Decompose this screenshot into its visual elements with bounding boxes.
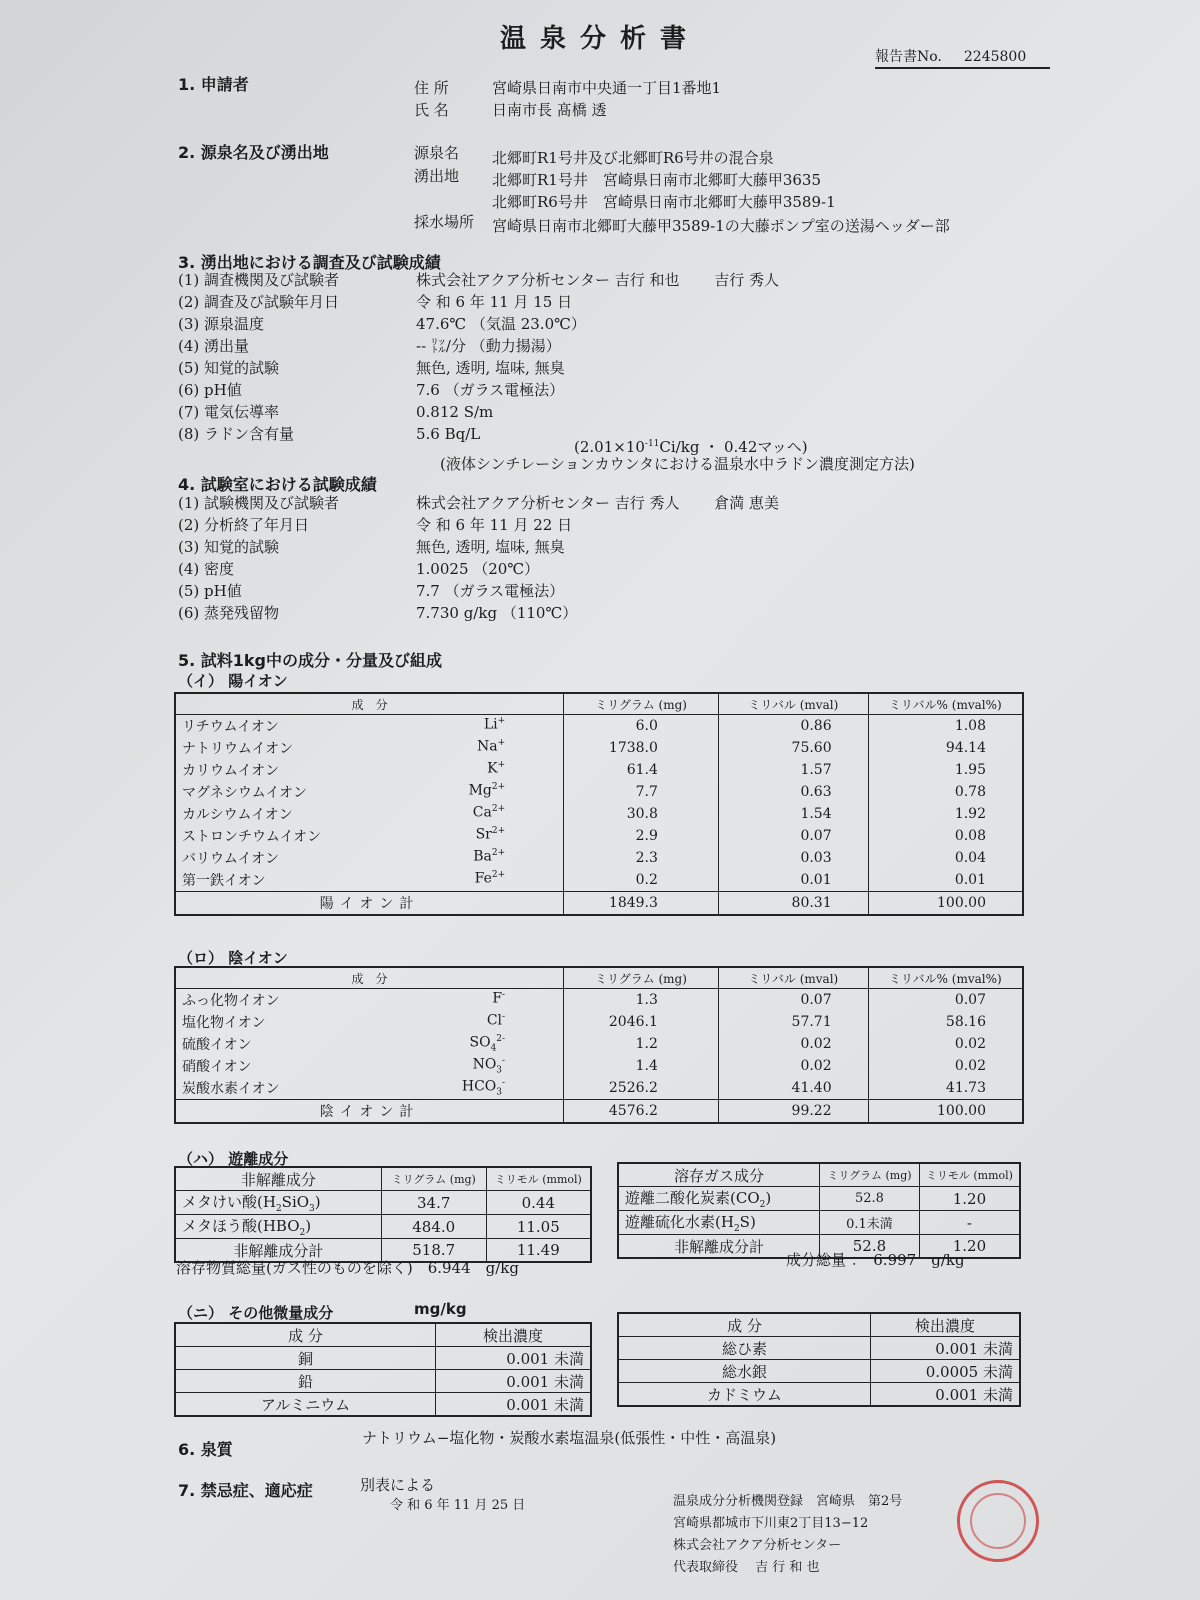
sampling-location: 宮崎県日南市北郷町大藤甲3589-1の大藤ポンプ室の送湯ヘッダー部 (492, 217, 950, 235)
table-row (618, 1187, 1020, 1211)
item-value: 無色, 透明, 塩味, 無臭 (416, 538, 565, 556)
ion-symbol: F- (492, 990, 506, 1007)
section-5-heading: 5. 試料1kg中の成分・分量及び組成 (178, 651, 443, 670)
trace-col-conc: 検出濃度 (870, 1313, 1020, 1337)
value-mval: 0.86 (718, 715, 868, 738)
item-label: (2) 分析終了年月日 (178, 516, 310, 534)
dissolved-total: 溶存物質総量(ガス性のものを除く) 6.944 g/kg (176, 1259, 519, 1277)
item-value: 1.0025 （20℃） (416, 560, 540, 578)
item-value: 7.730 g/kg （110℃） (416, 604, 578, 622)
dissolved-gas-table (617, 1162, 1021, 1259)
total-mval: 80.31 (718, 892, 868, 916)
value-pct: 1.08 (868, 715, 1023, 738)
radon-equivalent: ($2.01\times 10^{-11}Ci/kg$ ・ 0.42マッヘ) (574, 438, 808, 456)
value-mval: 1.54 (718, 803, 868, 825)
table-row (175, 869, 1023, 892)
ion-name-cell (175, 989, 564, 1012)
item-label: (3) 源泉温度 (178, 315, 265, 333)
nondiss-total-mg: 518.7 (381, 1239, 486, 1263)
spring-quality: ナトリウム−塩化物・炭酸水素塩温泉(低張性・中性・高温泉) (362, 1429, 777, 1447)
ion-name-cell (175, 715, 564, 738)
issuer-company: 株式会社アクア分析センター (673, 1538, 842, 1553)
trace-concentration: 0.001 未満 (870, 1383, 1020, 1407)
ion-name-cell (175, 825, 564, 847)
item-label: (5) pH値 (178, 582, 242, 600)
ion-name: ふっ化物イオン (182, 993, 280, 1009)
trace-col-name: 成 分 (175, 1323, 436, 1347)
trace-concentration: 0.001 未満 (436, 1370, 591, 1393)
table-row (618, 1337, 1020, 1360)
ion-symbol: $SO_4^{2-}$ (469, 1034, 506, 1054)
company-seal-stamp (957, 1480, 1039, 1562)
value-mmol: - (919, 1211, 1020, 1235)
ion-name: 塩化物イオン (182, 1015, 266, 1031)
value-pct: 0.01 (868, 869, 1023, 892)
col-component: 成 分 (175, 693, 564, 715)
item-value: 7.6 （ガラス電極法） (416, 381, 565, 399)
cation-heading: （イ） 陽イオン (178, 672, 288, 690)
applicant-name: 日南市長 髙橋 透 (492, 101, 607, 119)
value-pct: 0.78 (868, 781, 1023, 803)
ion-name-cell (175, 803, 564, 825)
value-pct: 94.14 (868, 737, 1023, 759)
trace-concentration: 0.001 未満 (436, 1347, 591, 1370)
ion-name: カルシウムイオン (182, 807, 293, 823)
nondiss-col-mmol: ミリモル (mmol) (486, 1167, 591, 1191)
ion-symbol: $Ca^{2+}$ (472, 804, 506, 821)
section-3-heading: 3. 湧出地における調査及び試験成績 (178, 253, 441, 272)
value-mg: 2526.2 (564, 1077, 719, 1100)
ion-name-cell (175, 1011, 564, 1033)
value-mval: 41.40 (718, 1077, 868, 1100)
table-row (175, 781, 1023, 803)
report-number-label: 報告書No. (875, 49, 942, 65)
ion-symbol: K+ (487, 760, 506, 777)
item-label: (8) ラドン含有量 (178, 425, 295, 443)
col-mval-pct: ミリバル% (mval%) (868, 693, 1023, 715)
table-row (175, 989, 1023, 1012)
table-row (175, 1055, 1023, 1077)
col-mg: ミリグラム (mg) (564, 693, 719, 715)
value-mval: 1.57 (718, 759, 868, 781)
value-mval: 0.02 (718, 1055, 868, 1077)
table-row (175, 803, 1023, 825)
nondiss-total-mmol: 11.49 (486, 1239, 591, 1263)
issuer-address: 宮崎県都城市下川東2丁目13−12 (673, 1516, 869, 1531)
trace-concentration: 0.001 未満 (870, 1337, 1020, 1360)
radon-method: (液体シンチレーションカウンタにおける温泉水中ラドン濃度測定方法) (440, 455, 915, 473)
value-pct: 0.08 (868, 825, 1023, 847)
ion-name: リチウムイオン (182, 719, 279, 735)
nondiss-total-label: 非解離成分計 (175, 1239, 381, 1263)
total-pct: 100.00 (868, 1100, 1023, 1124)
value-pct: 0.07 (868, 989, 1023, 1012)
ion-name-cell (175, 869, 564, 892)
value-mval: 0.07 (718, 825, 868, 847)
ion-symbol: $Mg^{2+}$ (468, 782, 506, 799)
total-label: 陽イオン計 (175, 892, 564, 916)
ion-name-cell (175, 781, 564, 803)
item-value: 0.812 S/m (416, 403, 494, 421)
trace-heading: （ニ） その他微量成分 (178, 1304, 334, 1322)
trace-concentration: 0.001 未満 (436, 1393, 591, 1417)
trace-component: カドミウム (618, 1383, 870, 1407)
ion-symbol: $Sr^{2+}$ (475, 826, 506, 843)
ion-name: カリウムイオン (182, 763, 280, 779)
ion-symbol: Cl- (486, 1012, 506, 1029)
value-mg: 1.3 (564, 989, 719, 1012)
anion-table (174, 966, 1024, 1124)
value-mg: 6.0 (564, 715, 719, 738)
ion-symbol: $Ba^{2+}$ (473, 848, 506, 865)
ion-name: 硫酸イオン (182, 1037, 252, 1053)
ion-symbol: $NO_3^-$ (472, 1056, 506, 1076)
issuer-registration: 温泉成分分析機関登録 宮崎県 第2号 (673, 1494, 903, 1509)
table-row (175, 1215, 591, 1239)
item-label: (3) 知覚的試験 (178, 538, 280, 556)
item-value: 無色, 透明, 塩味, 無臭 (416, 359, 565, 377)
ion-name: ストロンチウムイオン (182, 829, 322, 845)
value-mg: 2.3 (564, 847, 719, 869)
indications-value: 別表による (360, 1476, 436, 1494)
free-components-heading: （ハ） 遊離成分 (178, 1150, 289, 1168)
trace-col-conc: 検出濃度 (436, 1323, 591, 1347)
trace-table-right (617, 1312, 1021, 1407)
trace-component: 総水銀 (618, 1360, 870, 1383)
component-name: 遊離二酸化炭素$(CO_2)$ (618, 1187, 820, 1211)
ion-name: マグネシウムイオン (182, 785, 308, 801)
trace-component: 鉛 (175, 1370, 436, 1393)
section-6-heading: 6. 泉質 (178, 1440, 233, 1459)
value-mg: 52.8 (820, 1187, 920, 1211)
item-label: (4) 密度 (178, 560, 235, 578)
gas-total-mg: 52.8 (820, 1235, 920, 1259)
ion-name-cell (175, 759, 564, 781)
source-label: 源泉名 (414, 144, 460, 162)
component-name: メタけい酸$(H_2SiO_3)$ (175, 1191, 381, 1215)
table-row (175, 1393, 591, 1417)
table-row (175, 1370, 591, 1393)
value-pct: 41.73 (868, 1077, 1023, 1100)
item-label: (1) 試験機関及び試験者 (178, 494, 340, 512)
col-mg: ミリグラム (mg) (564, 967, 719, 989)
value-mg: 1.4 (564, 1055, 719, 1077)
value-mg: 484.0 (381, 1215, 486, 1239)
nondiss-col-mg: ミリグラム (mg) (381, 1167, 486, 1191)
item-value: -- ㍑/分 （動力揚湯） (416, 337, 561, 355)
nondiss-col-name: 非解離成分 (175, 1167, 381, 1191)
value-mg: 0.1未満 (820, 1211, 920, 1235)
value-mval: 57.71 (718, 1011, 868, 1033)
cation-table (174, 692, 1024, 916)
component-name: 遊離硫化水素$(H_2S)$ (618, 1211, 820, 1235)
anion-heading: （ロ） 陰イオン (178, 949, 288, 967)
section-4-heading: 4. 試験室における試験成績 (178, 475, 377, 494)
col-mval-pct: ミリバル% (mval%) (868, 967, 1023, 989)
total-pct: 100.00 (868, 892, 1023, 916)
item-label: (1) 調査機関及び試験者 (178, 271, 340, 289)
value-mg: 1.2 (564, 1033, 719, 1055)
value-mg: 7.7 (564, 781, 719, 803)
value-mmol: 1.20 (919, 1187, 1020, 1211)
table-row (175, 737, 1023, 759)
item-label: (7) 電気伝導率 (178, 403, 280, 421)
item-value: 令 和 6 年 11 月 22 日 (416, 516, 573, 534)
table-row (175, 1033, 1023, 1055)
ion-name: 第一鉄イオン (182, 873, 266, 889)
value-mval: 0.02 (718, 1033, 868, 1055)
gas-total-mmol: 1.20 (919, 1235, 1020, 1259)
item-label: (6) 蒸発残留物 (178, 604, 280, 622)
value-pct: 58.16 (868, 1011, 1023, 1033)
ion-name-cell (175, 737, 564, 759)
table-row (618, 1211, 1020, 1235)
ion-symbol: $Fe^{2+}$ (474, 870, 506, 887)
gas-col-mmol: ミリモル (mmol) (919, 1163, 1020, 1187)
value-mg: 0.2 (564, 869, 719, 892)
col-mval: ミリバル (mval) (718, 967, 868, 989)
item-label: (5) 知覚的試験 (178, 359, 280, 377)
table-row (618, 1383, 1020, 1407)
total-row (175, 1100, 1023, 1124)
ion-name: 硝酸イオン (182, 1059, 252, 1075)
value-pct: 0.04 (868, 847, 1023, 869)
table-row (618, 1360, 1020, 1383)
value-mg: 34.7 (381, 1191, 486, 1215)
trace-component: 銅 (175, 1347, 436, 1370)
component-name: メタほう酸$(HBO_2)$ (175, 1215, 381, 1239)
table-row (175, 1191, 591, 1215)
ion-name-cell (175, 1055, 564, 1077)
item-value: 株式会社アクア分析センター 吉行 和也 吉行 秀人 (416, 271, 780, 289)
value-mmol: 0.44 (486, 1191, 591, 1215)
table-row (175, 825, 1023, 847)
col-component: 成 分 (175, 967, 564, 989)
value-mg: 2046.1 (564, 1011, 719, 1033)
item-label: (6) pH値 (178, 381, 242, 399)
address-label: 住 所 (414, 79, 449, 97)
item-label: (4) 湧出量 (178, 337, 250, 355)
issuer-representative: 代表取締役 吉 行 和 也 (673, 1560, 820, 1575)
trace-concentration: 0.0005 未満 (870, 1360, 1020, 1383)
ion-symbol: Na+ (476, 738, 506, 755)
ion-name: バリウムイオン (182, 851, 280, 867)
nondissociated-table (174, 1166, 592, 1263)
sampling-label: 採水場所 (414, 213, 475, 231)
item-value: 株式会社アクア分析センター 吉行 秀人 倉満 恵美 (416, 494, 780, 512)
value-pct: 1.95 (868, 759, 1023, 781)
ion-name-cell (175, 1077, 564, 1100)
value-pct: 0.02 (868, 1033, 1023, 1055)
value-mg: 1738.0 (564, 737, 719, 759)
gas-col-name: 溶存ガス成分 (618, 1163, 820, 1187)
value-mg: 61.4 (564, 759, 719, 781)
spring-location-2: 北郷町R6号井 宮崎県日南市北郷町大藤甲3589-1 (492, 193, 836, 211)
gas-total-label: 非解離成分計 (618, 1235, 820, 1259)
value-pct: 1.92 (868, 803, 1023, 825)
item-value: 令 和 6 年 11 月 15 日 (416, 293, 573, 311)
col-mval: ミリバル (mval) (718, 693, 868, 715)
value-mg: 2.9 (564, 825, 719, 847)
ion-name: ナトリウムイオン (182, 741, 294, 757)
gas-col-mg: ミリグラム (mg) (820, 1163, 920, 1187)
section-2-heading: 2. 源泉名及び湧出地 (178, 143, 329, 162)
source-name: 北郷町R1号井及び北郷町R6号井の混合泉 (492, 149, 774, 167)
ion-symbol: $HCO_3^-$ (461, 1078, 506, 1098)
item-value: 47.6℃ （気温 23.0℃） (416, 315, 586, 333)
table-row (175, 1077, 1023, 1100)
section-7-heading: 7. 禁忌症、適応症 (178, 1481, 313, 1500)
value-pct: 0.02 (868, 1055, 1023, 1077)
table-row (175, 715, 1023, 738)
report-number-value: 2245800 (963, 49, 1027, 65)
component-total: 成分総量 ： 6.997 g/kg (786, 1251, 965, 1269)
spring-label: 湧出地 (414, 167, 460, 185)
ion-symbol: Li+ (483, 716, 506, 733)
trace-table-left (174, 1322, 592, 1417)
ion-name-cell (175, 1033, 564, 1055)
value-mg: 30.8 (564, 803, 719, 825)
value-mval: 0.07 (718, 989, 868, 1012)
item-value: 7.7 （ガラス電極法） (416, 582, 565, 600)
name-label: 氏 名 (414, 101, 449, 119)
spring-location-1: 北郷町R1号井 宮崎県日南市北郷町大藤甲3635 (492, 171, 822, 189)
total-mval: 99.22 (718, 1100, 868, 1124)
document-title: 温泉分析書 (499, 24, 700, 54)
issue-date: 令 和 6 年 11 月 25 日 (390, 1498, 526, 1513)
item-label: (2) 調査及び試験年月日 (178, 293, 340, 311)
ion-name: 炭酸水素イオン (182, 1081, 280, 1097)
section-1-heading: 1. 申請者 (178, 75, 249, 94)
table-row (175, 847, 1023, 869)
trace-component: アルミニウム (175, 1393, 436, 1417)
table-row (175, 1347, 591, 1370)
total-mg: 1849.3 (564, 892, 719, 916)
ion-name-cell (175, 847, 564, 869)
item-value: 5.6 Bq/L (416, 425, 481, 443)
trace-col-name: 成 分 (618, 1313, 870, 1337)
value-mval: 0.03 (718, 847, 868, 869)
trace-unit: mg/kg (414, 1300, 467, 1318)
total-mg: 4576.2 (564, 1100, 719, 1124)
value-mval: 0.01 (718, 869, 868, 892)
report-number (875, 46, 1050, 69)
value-mval: 75.60 (718, 737, 868, 759)
table-row (175, 1011, 1023, 1033)
total-row (175, 892, 1023, 916)
applicant-address: 宮崎県日南市中央通一丁目1番地1 (492, 79, 722, 97)
value-mval: 0.63 (718, 781, 868, 803)
table-row (175, 759, 1023, 781)
value-mmol: 11.05 (486, 1215, 591, 1239)
trace-component: 総ひ素 (618, 1337, 870, 1360)
total-label: 陰イオン計 (175, 1100, 564, 1124)
